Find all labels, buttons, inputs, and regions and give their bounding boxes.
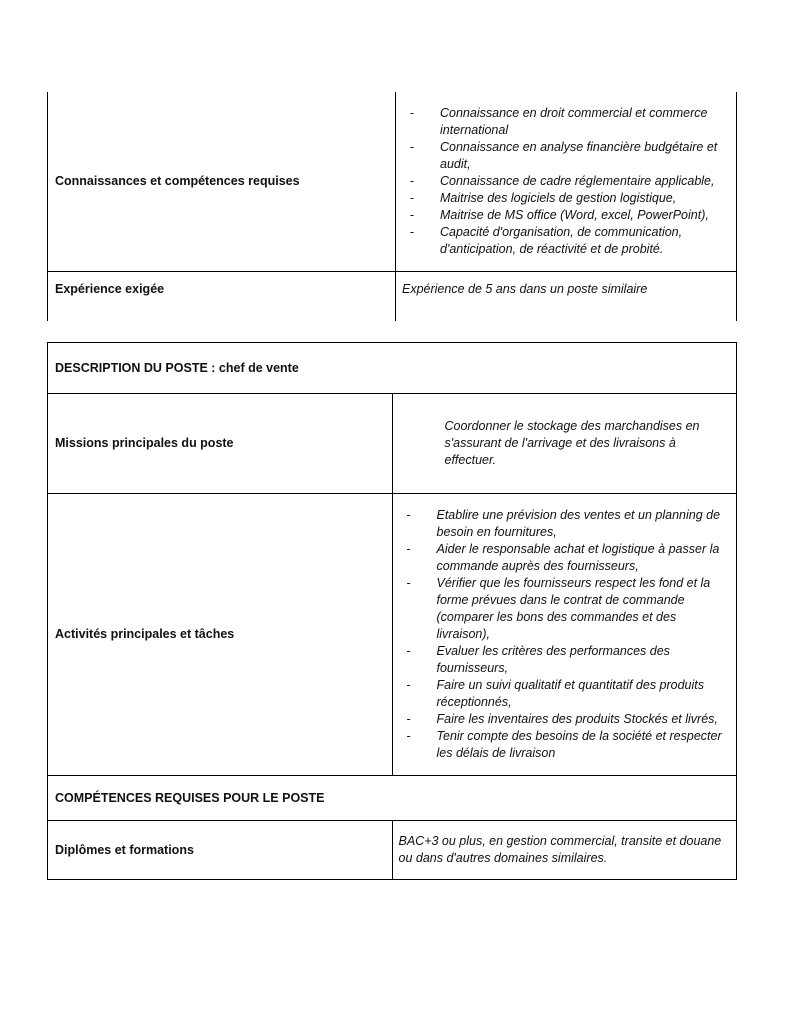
job-description-table	[47, 342, 737, 880]
tasks-list	[399, 507, 729, 762]
table-row	[48, 343, 737, 394]
list-item: - Faire un suivi qualitatif et quantitatif des produits réceptionnés,	[437, 677, 729, 711]
section-header: COMPÉTENCES REQUISES POUR LE POSTE	[48, 776, 737, 821]
requirements-table-fragment	[47, 92, 737, 321]
row-label: Missions principales du poste	[48, 394, 393, 494]
row-value: BAC+3 ou plus, en gestion commercial, transite et douane ou dans d'autres domaines similaires.	[392, 821, 737, 880]
list-item: - Maitrise des logiciels de gestion logistique,	[440, 190, 728, 207]
list-item: - Vérifier que les fournisseurs respect les fond et la forme prévues dans le contrat de commande (comparer les bons des commandes et des livraison),	[437, 575, 729, 643]
list-item: - Faire les inventaires des produits Stockés et livrés,	[437, 711, 729, 728]
table-row	[48, 394, 737, 494]
list-item: - Connaissance en droit commercial et commerce international	[440, 105, 728, 139]
skills-list	[402, 105, 728, 258]
list-item: - Maitrise de MS office (Word, excel, PowerPoint),	[440, 207, 728, 224]
row-value	[396, 92, 737, 272]
section-header: DESCRIPTION DU POSTE : chef de vente	[48, 343, 737, 394]
list-item: - Evaluer les critères des performances des fournisseurs,	[437, 643, 729, 677]
list-item: - Aider le responsable achat et logistique à passer la commande auprès des fournisseurs,	[437, 541, 729, 575]
list-item: - Etablire une prévision des ventes et un planning de besoin en fournitures,	[437, 507, 729, 541]
row-value	[392, 394, 737, 494]
row-value	[392, 494, 737, 776]
table-row	[48, 776, 737, 821]
list-item: - Capacité d'organisation, de communication, d'anticipation, de réactivité et de probité.	[440, 224, 728, 258]
row-value: Expérience de 5 ans dans un poste similaire	[396, 272, 737, 322]
list-item: - Connaissance en analyse financière budgétaire et audit,	[440, 139, 728, 173]
row-label: Activités principales et tâches	[48, 494, 393, 776]
table-row	[48, 821, 737, 880]
list-item: - Connaissance de cadre réglementaire applicable,	[440, 173, 728, 190]
missions-text: Coordonner le stockage des marchandises en s'assurant de l'arrivage et des livraisons à effectuer.	[444, 419, 700, 467]
table-row	[48, 92, 737, 272]
row-label: Diplômes et formations	[48, 821, 393, 880]
row-label: Connaissances et compétences requises	[48, 92, 396, 272]
list-item: - Tenir compte des besoins de la société et respecter les délais de livraison	[437, 728, 729, 762]
row-label: Expérience exigée	[48, 272, 396, 322]
table-row	[48, 494, 737, 776]
table-row	[48, 272, 737, 322]
